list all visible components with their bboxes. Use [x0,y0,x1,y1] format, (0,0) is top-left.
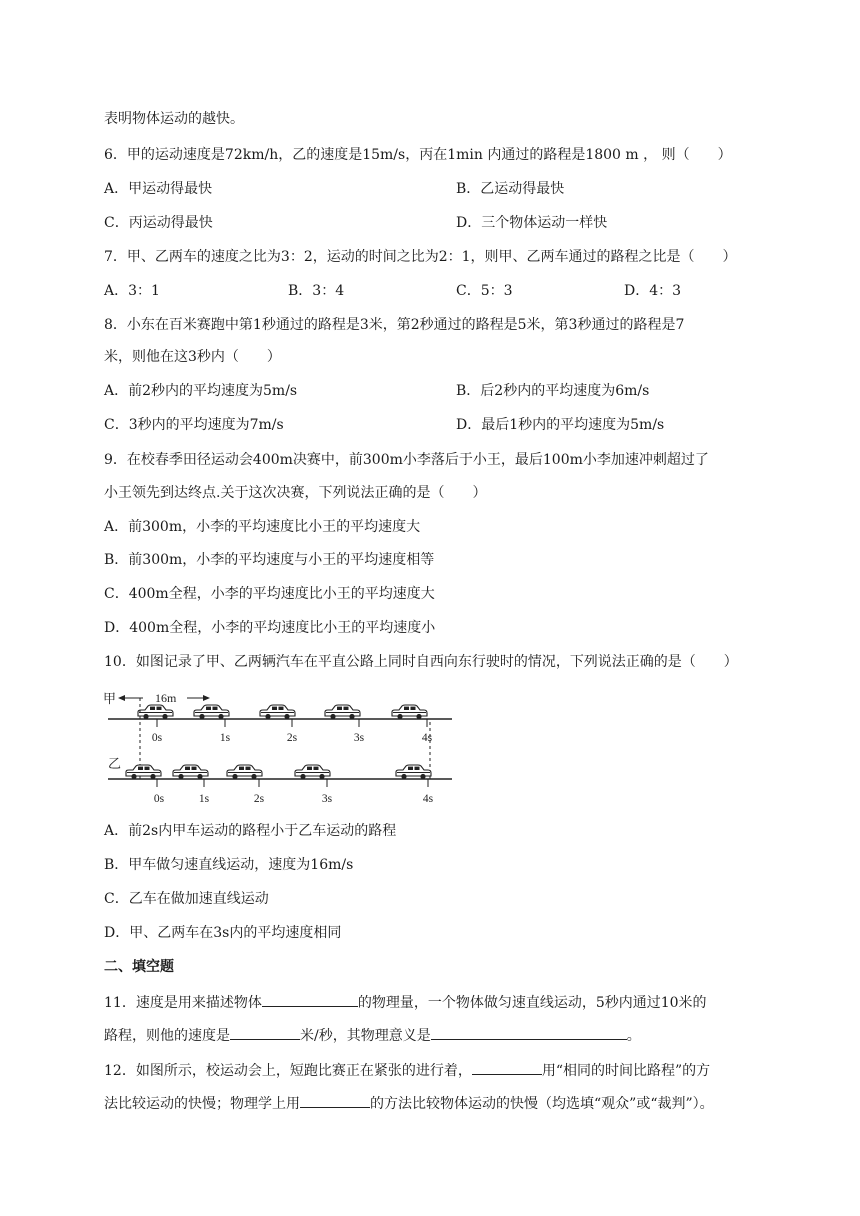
question-9-option-a: A．前300m，小李的平均速度比小王的平均速度大 [104,519,421,535]
question-12-line-1 [104,1059,710,1081]
jia-car-1 [194,705,229,719]
question-8-option-d: D．最后1秒内的平均速度为5m/s [456,417,665,433]
question-7-option-b: B．3：4 [288,283,345,299]
label-yi: 乙 [108,756,122,771]
jia-time-0: 0s [151,732,163,744]
previous-question-ending: 表明物体运动的越快。 [104,111,244,127]
jia-car-0 [138,705,173,719]
label-jia: 甲 [103,691,117,706]
question-10-option-d: D．甲、乙两车在3s内的平均速度相同 [104,925,342,941]
jia-car-2 [260,705,295,719]
question-9-option-d: D．400m全程，小李的平均速度比小王的平均速度小 [104,620,436,636]
yi-time-3: 3s [321,793,333,805]
question-12-line-2 [104,1092,714,1114]
question-11-text-4: 米/秒，其物理意义是 [300,1028,431,1044]
question-7-stem: 7．甲、乙两车的速度之比为3：2，运动的时间之比为2：1，则甲、乙两车通过的路程之比是（ ） [104,249,737,265]
question-11-blank-2 [230,1024,300,1040]
question-10-option-b: B．甲车做匀速直线运动，速度为16m/s [104,857,354,873]
yi-car-2 [227,765,262,779]
jia-car-3 [325,705,360,719]
question-7-option-a: A．3：1 [104,283,160,299]
question-10-option-a: A．前2s内甲车运动的路程小于乙车运动的路程 [104,823,397,839]
question-7-option-d: D．4：3 [624,283,682,299]
question-11-text-3: 路程，则他的速度是 [104,1028,230,1044]
question-12-text-4: 的方法比较物体运动的快慢（均选填“观众”或“裁判”）。 [370,1096,714,1112]
yi-time-4: 4s [422,793,434,805]
distance-label: 16m [155,691,177,705]
jia-time-3: 3s [353,732,365,744]
question-11-text-1: 11．速度是用来描述物体 [104,995,262,1011]
car-motion-diagram [100,686,460,808]
question-8-stem-line-1: 8．小东在百米赛跑中第1秒通过的路程是3米，第2秒通过的路程是5米，第3秒通过的路程是7 [104,317,685,333]
question-9-option-b: B．前300m，小李的平均速度与小王的平均速度相等 [104,552,435,568]
question-9-stem-line-2: 小王领先到达终点.关于这次决赛，下列说法正确的是（ ） [104,485,487,501]
yi-time-0: 0s [153,793,165,805]
jia-time-1: 1s [219,732,231,744]
question-11-text-5: 。 [626,1028,641,1044]
question-10-option-c: C．乙车在做加速直线运动 [104,891,269,907]
distance-arrow-right-head [203,695,210,701]
question-11-blank-3 [431,1024,627,1040]
question-12-blank-2 [300,1092,370,1108]
question-8-option-b: B．后2秒内的平均速度为6m/s [456,383,650,399]
question-8-stem-line-2: 米，则他在这3秒内（ ） [104,349,281,365]
jia-car-4 [392,705,427,719]
yi-time-1: 1s [198,793,210,805]
yi-car-4 [396,765,431,779]
question-8-option-c: C．3秒内的平均速度为7m/s [104,417,284,433]
question-9-stem-line-1: 9．在校春季田径运动会400m决赛中，前300m小李落后于小王，最后100m小李加速冲刺超过了 [104,452,709,468]
question-12-text-1: 12．如图所示，校运动会上，短跑比赛正在紧张的进行着， [104,1063,472,1079]
question-7-option-c: C．5：3 [456,283,513,299]
question-11-line-2 [104,1024,641,1046]
question-11-text-2: 的物理量，一个物体做匀速直线运动，5秒内通过10米的 [357,995,707,1011]
question-6-option-d: D．三个物体运动一样快 [456,215,608,231]
question-6-option-b: B．乙运动得最快 [456,181,565,197]
question-10-stem: 10．如图记录了甲、乙两辆汽车在平直公路上同时自西向东行驶时的情况，下列说法正确的是（ ） [104,654,738,670]
yi-time-2: 2s [253,793,265,805]
question-12-blank-1 [472,1059,542,1075]
jia-time-2: 2s [286,732,298,744]
question-11-blank-1 [262,991,358,1007]
question-8-option-a: A．前2秒内的平均速度为5m/s [104,383,298,399]
question-6-option-a: A．甲运动得最快 [104,181,213,197]
yi-car-3 [295,765,330,779]
question-12-text-3: 法比较运动的快慢；物理学上用 [104,1096,300,1112]
yi-car-1 [173,765,208,779]
yi-car-0 [126,765,161,779]
question-6-option-c: C．丙运动得最快 [104,215,213,231]
question-11-line-1 [104,991,707,1013]
jia-time-4: 4s [421,732,433,744]
section-heading: 二、填空题 [104,959,174,975]
question-6-stem: 6．甲的运动速度是72km/h，乙的速度是15m/s，丙在1min 内通过的路程是1800 m ， 则（ ） [104,147,732,163]
distance-arrow-left-head [118,695,125,701]
question-9-option-c: C．400m全程，小李的平均速度比小王的平均速度大 [104,586,435,602]
question-12-text-2: 用“相同的时间比路程”的方 [541,1063,711,1079]
